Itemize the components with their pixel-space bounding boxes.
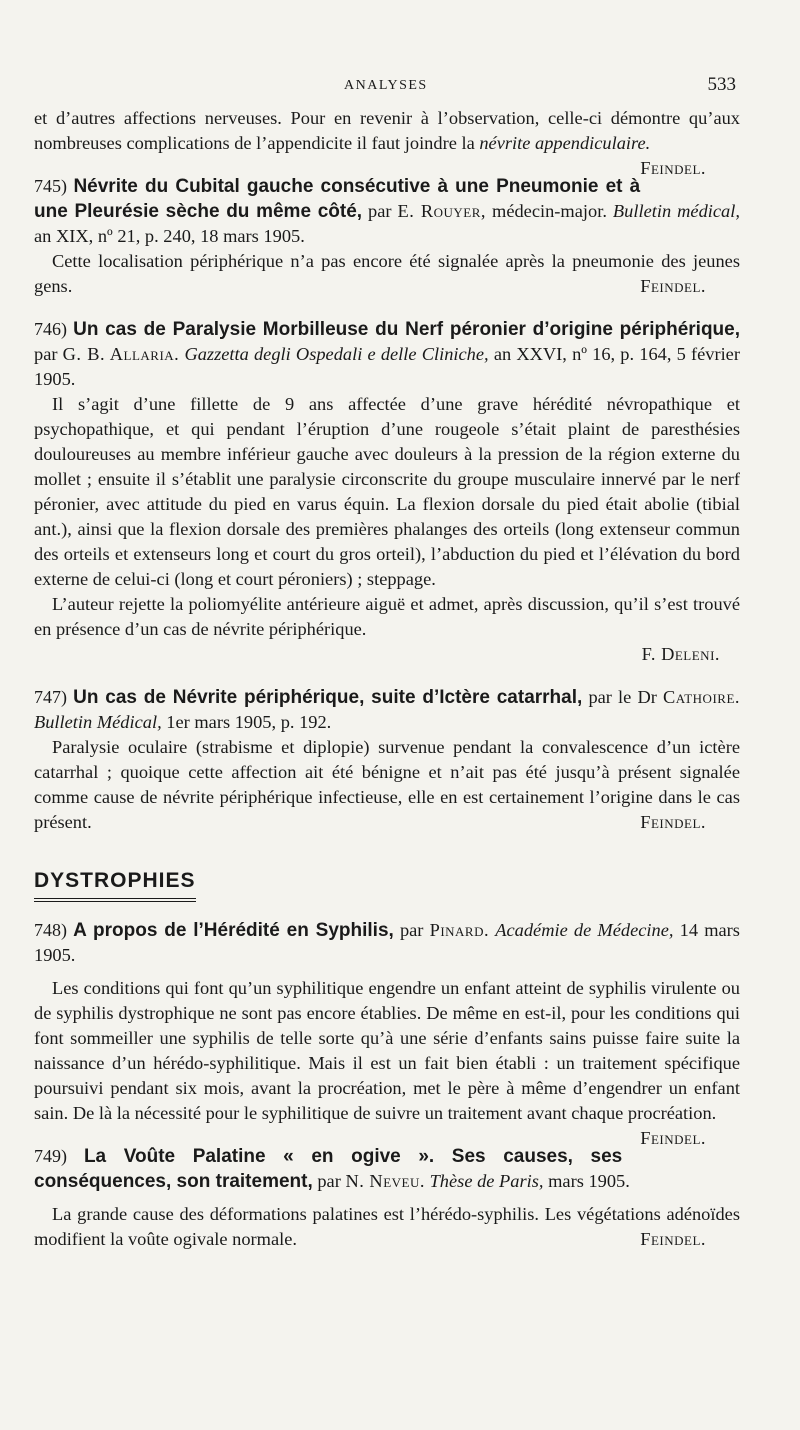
entry-ref-by: par (317, 1171, 341, 1191)
entry-ref-by: par le Dr (588, 687, 657, 707)
page (34, 72, 740, 1252)
intro-italic: névrite appendiculaire. (479, 133, 651, 153)
intro-text: et d’autres affections nerveuses. Pour en revenir à l’observation, celle-ci démontre qu’aux nombreuses complications de l’appendicite il faut joindre la (34, 108, 740, 153)
entry-author: F. Deleni. (641, 644, 720, 664)
entry-body: L’auteur rejette la poliomyélite antérieure aiguë et admet, après discussion, qu’il s’est trouvé en présence d’un cas de névrite périphérique. (34, 594, 740, 639)
entry-number: 747) (34, 687, 67, 707)
entry-ref-details: 14 mars 1905. (34, 920, 740, 965)
entry-body-text: La grande cause des déformations palatines est l’hérédo-syphilis. Les végétations adénoïdes modifient la voûte ogivale normale. (34, 1204, 740, 1249)
entry-number: 746) (34, 319, 67, 339)
entry-author: Feindel. (640, 1229, 706, 1249)
entry-author: Feindel. (640, 812, 706, 832)
entry-heading (34, 174, 740, 249)
entry-body-text: Les conditions qui font qu’un syphilitique engendre un enfant atteint de syphilis virulente ou de syphilis dystrophique ne sont pas encore établies. De même en est-il, pour les conditions qui font sommeiller une syphilis de telle sorte qu’à une série d’enfants sains puisse faire suite la naissance d’un hérédo-syphilitique. Mais il est un fait bien établi : un traitement spécifique poursuivi pendant six mois, avant la procréation, met le père à même d’engendrer un enfant sain. De là la nécessité pour le syphilitique de suivre un traitement avant chaque procréation. (34, 978, 740, 1123)
entry-author: Feindel. (640, 1128, 706, 1148)
entry-ref-details: mars 1905. (548, 1171, 630, 1191)
entry-ref-by: par (368, 201, 392, 221)
entry-body (34, 249, 740, 299)
entry-ref-details: 1er mars 1905, p. 192. (166, 712, 332, 732)
entry-heading (34, 685, 740, 735)
entry-body (34, 1202, 740, 1252)
entry-ref-author: E. Rouyer, (397, 201, 487, 221)
entry-ref-journal: Thèse de Paris, (429, 1171, 544, 1191)
entry-ref-journal: Bulletin médical, (612, 201, 740, 221)
entry-ref-details: an XIX, nº 21, p. 240, 18 mars 1905. (34, 226, 305, 246)
running-head (34, 72, 740, 106)
entry-author: Feindel. (640, 276, 706, 296)
entry-ref-author: G. B. Allaria. (62, 344, 180, 364)
entry-ref-journal: Académie de Médecine, (495, 920, 674, 940)
entry-body (34, 735, 740, 835)
entry-title: A propos de l’Hérédité en Syphilis, (73, 920, 394, 941)
page-number: 533 (707, 74, 736, 95)
entry-heading (34, 317, 740, 392)
entry-body: Il s’agit d’une fillette de 9 ans affectée d’une grave hérédité névropathique et psychopathique, et qui pendant l’éruption d’une rougeole s’était plaint de paresthésies douloureuses au membre inférieur gauche avec douleurs à la pression de la région externe du mollet ; ensuite il s’établit une paralysie circonscrite du groupe musculaire innervé par le nerf péronier, avec attitude du pied en varus équin. La flexion dorsale du pied était abolie (tibial ant.), ainsi que la flexion dorsale des premières phalanges des orteils (long extenseur commun des orteils et extenseurs long et court du gros orteil), l’abduction du pied et l’élévation du bord externe de celui-ci (long et court péroniers) ; steppage. (34, 394, 740, 589)
entry-title: La Voûte Palatine « en ogive ». Ses causes, ses conséquences, son traitement, (34, 1146, 623, 1192)
entry-title: Névrite du Cubital gauche consécutive à une Pneumonie et à une Pleurésie sèche du même côté, (34, 176, 641, 222)
entry-ref-author: Cathoire. (663, 687, 740, 707)
entry-749 (34, 1144, 740, 1252)
entry-number: 745) (34, 176, 67, 196)
entry-ref-author: N. Neveu. (345, 1171, 425, 1191)
entry-title: Un cas de Paralysie Morbilleuse du Nerf péronier d’origine périphérique, (73, 319, 741, 340)
entry-ref-author: Pinard. (429, 920, 490, 940)
entry-body-text: Cette localisation périphérique n’a pas encore été signalée après la pneumonie des jeunes gens. (34, 251, 740, 296)
entry-748 (34, 918, 740, 1148)
entry-number: 748) (34, 920, 67, 940)
entry-body (34, 976, 740, 1148)
entry-body-text: Paralysie oculaire (strabisme et diplopie) survenue pendant la convalescence d’un ictère catarrhal ; quoique cette affection ait été bénigne et n’ait pas été jusqu’à présent signalée comme cause de névrite périphérique infectieuse, elle en est certainement l’origine dans le cas présent. (34, 737, 740, 832)
entry-ref-details: an XXVI, nº 16, p. 164, 5 février 1905. (34, 344, 740, 389)
entry-747 (34, 685, 740, 835)
entry-heading (34, 918, 740, 968)
section-heading: DYSTROPHIES (34, 869, 196, 902)
running-title: ANALYSES (344, 78, 428, 93)
entry-title: Un cas de Névrite périphérique, suite d’Ictère catarrhal, (73, 687, 583, 708)
entry-ref-role: médecin-major. (492, 201, 607, 221)
entry-745 (34, 174, 740, 299)
intro-author: Feindel. (640, 158, 706, 178)
entry-ref-by: par (399, 920, 424, 940)
entry-heading (34, 1144, 740, 1194)
entry-ref-journal: Bulletin Médical, (34, 712, 162, 732)
entry-ref-journal: Gazzetta degli Ospedali e delle Cliniche, (184, 344, 489, 364)
entry-746 (34, 317, 740, 667)
entry-ref-by: par (34, 344, 58, 364)
entry-number: 749) (34, 1146, 67, 1166)
intro-paragraph (34, 106, 740, 178)
